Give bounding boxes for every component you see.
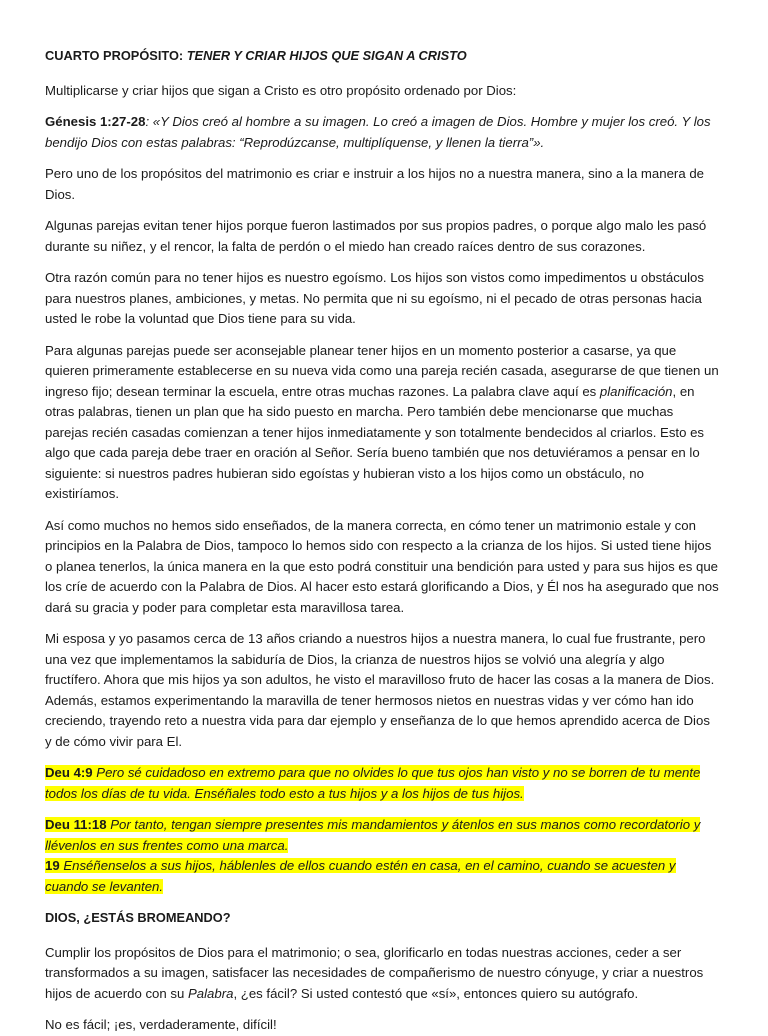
paragraph-intro: Multiplicarse y criar hijos que sigan a Cristo es otro propósito ordenado por Dios:	[45, 82, 517, 98]
section-heading-purpose: CUARTO PROPÓSITO: TENER Y CRIAR HIJOS QUE SIGAN A CRISTO	[45, 48, 467, 63]
scripture-genesis: Génesis 1:27-28: «Y Dios creó al hombre a su imagen. Lo creó a imagen de Dios. Hombre y mujer los creó. Y los bendijo Dios con estas palabras: “Reprodúzcanse, multiplíquense, y llenen la tierra”».	[45, 114, 711, 150]
section-heading-joking: DIOS, ¿ESTÁS BROMEANDO?	[45, 910, 231, 925]
paragraph: Pero uno de los propósitos del matrimonio es criar e instruir a los hijos no a nuestra manera, sino a la manera de Dios.	[45, 166, 704, 202]
scripture-deuteronomy-4-9: Deu 4:9 Pero sé cuidadoso en extremo para que no olvides lo que tus ojos han visto y no se borren de tu mente todos los días de tu vida. Enséñales todo esto a tus hijos y a los hijos de tus hijos.	[45, 765, 701, 801]
paragraph: Algunas parejas evitan tener hijos porque fueron lastimados por sus propios padres, o porque algo malo les pasó durante su niñez, y el rencor, la falta de perdón o el miedo han creado raíces dentro de sus corazones.	[45, 218, 707, 254]
paragraph-closing: No es fácil; ¡es, verdaderamente, difícil!	[45, 1017, 277, 1032]
paragraph: Otra razón común para no tener hijos es nuestro egoísmo. Los hijos son vistos como impedimentos u obstáculos para nuestros planes, ambiciones, y metas. No permita que ni su egoísmo, ni el pecado de otras personas hacia usted le robe la voluntad que Dios tiene para su vida.	[45, 270, 704, 326]
paragraph-purposes: Cumplir los propósitos de Dios para el matrimonio; o sea, glorificarlo en todas nuestras acciones, ceder a ser transformados a su imagen, satisfacer las necesidades de compañerismo de nuestro cónyuge, y criar a nuestros hijos de acuerdo con su Palabra, ¿es fácil? Si usted contestó que «sí», entonces quiero su autógrafo.	[45, 944, 704, 1001]
scripture-deuteronomy-11-18-19: Deu 11:18 Por tanto, tengan siempre presentes mis mandamientos y átenlos en sus manos como recordatorio y llévenlos en sus frentes como una marca. 19 Enséñenselos a sus hijos, háblenles de ellos cuando estén en casa, en el camino, cuando se acuesten y cuando se levanten.	[45, 817, 701, 894]
paragraph-planning: Para algunas parejas puede ser aconsejable planear tener hijos en un momento posterior a casarse, ya que quieren primeramente establecerse en su nueva vida como una pareja recién casada, asegurarse de que tienen un ingreso fijo; desean terminar la escuela, entre otras muchas razones. La palabra clave aquí es planificación, en otras palabras, tienen un plan que ha sido puesto en marcha. Pero también debe mencionarse que muchas parejas recién casadas comienzan a tener hijos inmediatamente y son totalmente bendecidos al criarlos. Esto es algo que cada pareja debe traer en oración al Señor. Sería bueno también que nos detuviéramos a pensar en lo siguiente: si nuestros padres hubieran sido egoístas y hubieran visto a los hijos como un obstáculo, no existiríamos.	[45, 342, 719, 501]
paragraph: Así como muchos no hemos sido enseñados, de la manera correcta, en cómo tener un matrimonio estale y con principios en la Palabra de Dios, tampoco lo hemos sido con respecto a la crianza de los hijos. Si usted tiene hijos o planea tenerlos, la única manera en la que esto podrá constituir una bendición para usted y para sus hijos es que los críe de acuerdo con la Palabra de Dios. Al hacer esto estará glorificando a Dios, y Él nos ha asegurado que nos dará su gracia y poder para completar esta maravillosa tarea.	[45, 517, 719, 615]
paragraph: Mi esposa y yo pasamos cerca de 13 años criando a nuestros hijos a nuestra manera, lo cual fue frustrante, pero una vez que implementamos la sabiduría de Dios, la crianza de nuestros hijos se volvió una alegría y algo fructífero. Ahora que mis hijos ya son adultos, he visto el maravilloso fruto de hacer las cosas a la manera de Dios. Además, estamos experimentando la maravilla de tener hermosos nietos en nuestras vidas y ver cómo han ido creciendo, trayendo reto a nuestra vida para dar ejemplo y enseñanza de lo que hemos aprendido acerca de Dios y de cómo vivir para El.	[45, 631, 715, 749]
